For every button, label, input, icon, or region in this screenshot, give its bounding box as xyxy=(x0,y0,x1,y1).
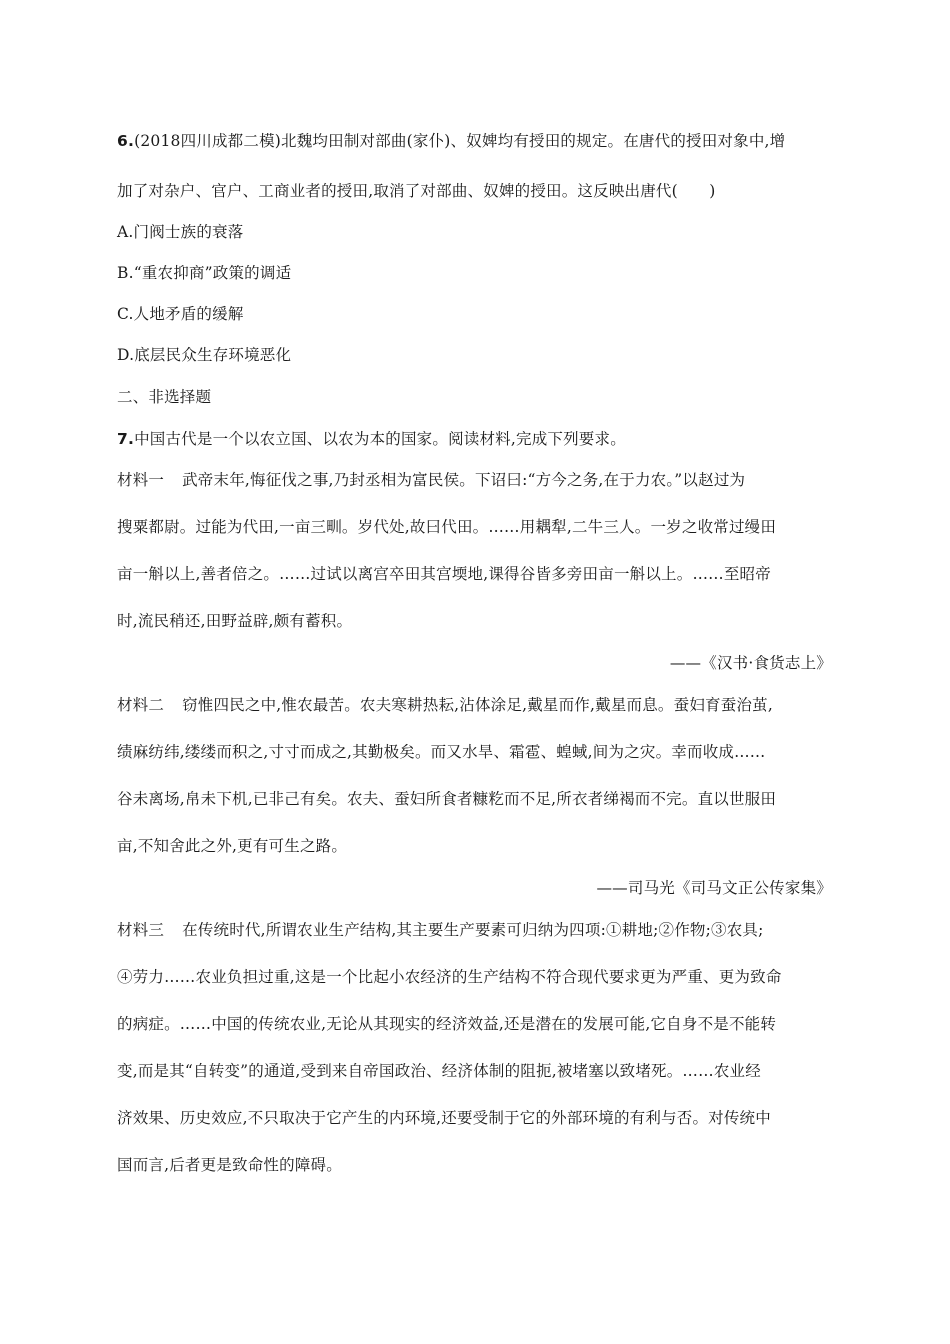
material3-line-1 xyxy=(117,919,832,941)
q7-stem-text: 中国古代是一个以农立国、以农为本的国家。阅读材料,完成下列要求。 xyxy=(134,430,626,448)
section-heading: 二、非选择题 xyxy=(117,388,212,406)
q6-stem-text-1: (2018四川成都二模)北魏均田制对部曲(家仆)、奴婢均有授田的规定。在唐代的授田对象中,增 xyxy=(134,132,786,150)
material3-line-5: 济效果、历史效应,不只取决于它产生的内环境,还要受制于它的外部环境的有利与否。对传统中 xyxy=(117,1109,771,1127)
material1-line-3: 亩一斛以上,善者倍之。……过试以离宫卒田其宫堧地,课得谷皆多旁田亩一斛以上。……至昭帝 xyxy=(117,565,771,583)
material1-line-2: 搜粟都尉。过能为代田,一亩三甽。岁代处,故曰代田。……用耦犁,二牛三人。一岁之收常过缦田 xyxy=(117,518,777,536)
q6-option-d: D.底层民众生存环境恶化 xyxy=(117,346,292,364)
material3-line-3: 的病症。……中国的传统农业,无论从其现实的经济效益,还是潜在的发展可能,它自身不是不能转 xyxy=(117,1015,777,1033)
material3-line-2: ④劳力……农业负担过重,这是一个比起小农经济的生产结构不符合现代要求更为严重、更为致命 xyxy=(117,968,782,986)
material2-source: ——司马光《司马文正公传家集》 xyxy=(596,879,832,897)
q6-option-b: B.“重农抑商”政策的调适 xyxy=(117,264,292,282)
material2-label: 材料二 xyxy=(117,696,165,714)
q6-stem-line-2: 加了对杂户、官户、工商业者的授田,取消了对部曲、奴婢的授田。这反映出唐代( ) xyxy=(117,182,716,200)
material2-line-3: 谷未离场,帛未下机,已非己有矣。农夫、蚕妇所食者糠籺而不足,所衣者绨褐而不完。直以世服田 xyxy=(117,790,777,808)
material1-line-4: 时,流民稍还,田野益辟,颇有蓄积。 xyxy=(117,612,353,630)
material3-label: 材料三 xyxy=(117,921,165,939)
material1-label: 材料一 xyxy=(117,471,165,489)
material2-line-2: 绩麻纺纬,缕缕而积之,寸寸而成之,其勤极矣。而又水旱、霜雹、蝗蜮,间为之灾。幸而收成…… xyxy=(117,743,766,761)
q6-stem-line-1 xyxy=(117,130,832,152)
q7-stem xyxy=(117,428,832,450)
q6-option-a: A.门阀士族的衰落 xyxy=(117,223,244,241)
material1-source: ——《汉书·食货志上》 xyxy=(669,654,832,672)
material1-line-1 xyxy=(117,469,832,491)
material3-line-6: 国而言,后者更是致命性的障碍。 xyxy=(117,1156,342,1174)
q6-option-c: C.人地矛盾的缓解 xyxy=(117,305,244,323)
q7-number: 7. xyxy=(117,430,135,448)
material1-text-1: 武帝末年,悔征伐之事,乃封丞相为富民侯。下诏曰:“方今之务,在于力农。”以赵过为 xyxy=(182,471,746,489)
material2-line-1 xyxy=(117,694,832,716)
material2-line-4: 亩,不知舍此之外,更有可生之路。 xyxy=(117,837,348,855)
q6-number: 6. xyxy=(117,132,135,150)
material3-text-1: 在传统时代,所谓农业生产结构,其主要生产要素可归纳为四项:①耕地;②作物;③农具; xyxy=(182,921,764,939)
material2-text-1: 窃惟四民之中,惟农最苦。农夫寒耕热耘,沾体涂足,戴星而作,戴星而息。蚕妇育蚕治茧, xyxy=(182,696,773,714)
material3-line-4: 变,而是其“自转变”的通道,受到来自帝国政治、经济体制的阻扼,被堵塞以致堵死。……农业经 xyxy=(117,1062,761,1080)
